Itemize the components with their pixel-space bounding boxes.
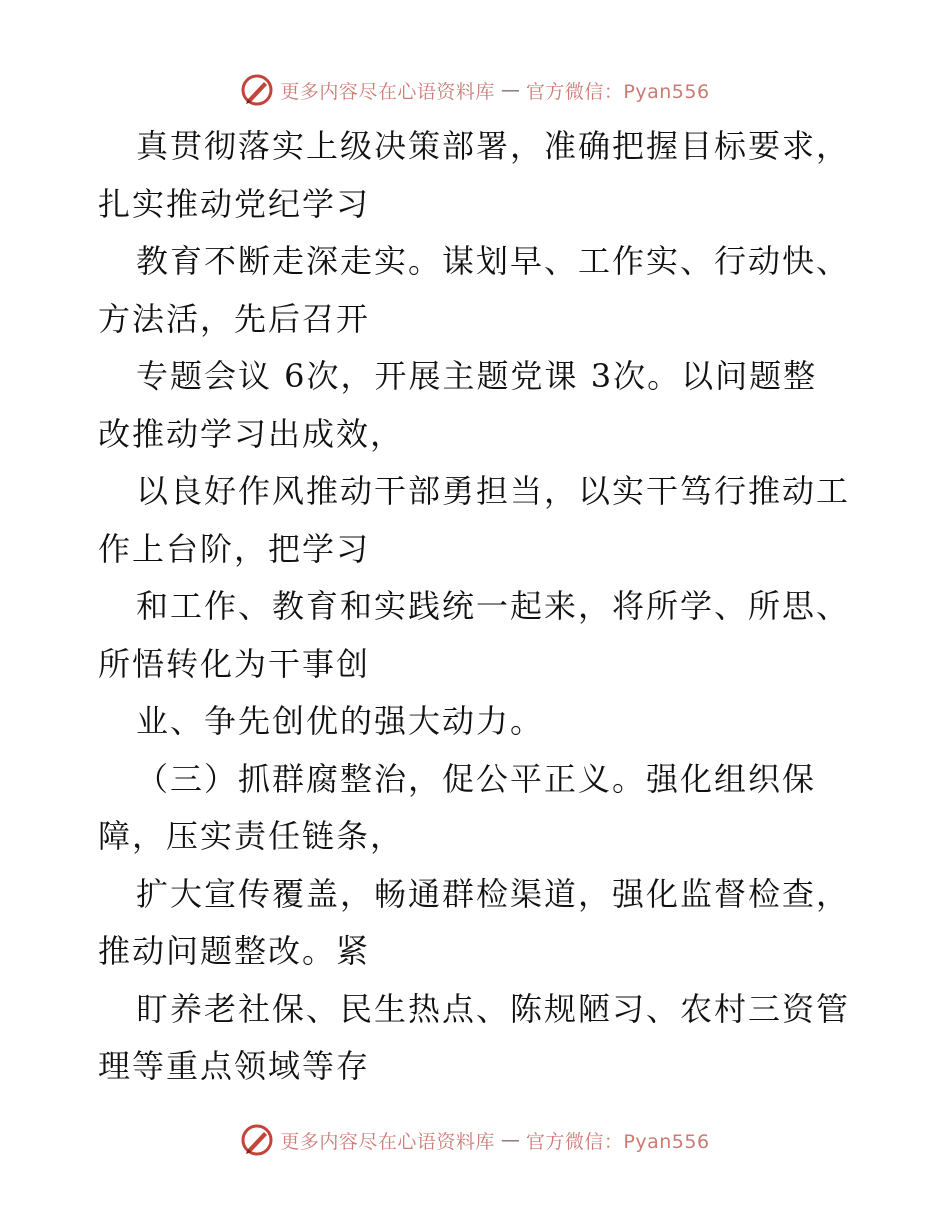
- text-line: 和工作、教育和实践统一起来，将所学、所思、: [136, 587, 851, 625]
- watermark-separator: —: [500, 79, 520, 101]
- pen-logo-icon: [240, 1123, 274, 1157]
- text-line: 所悟转化为干事创: [98, 644, 371, 683]
- text-line: 以良好作风推动干部勇担当，以实干笃行推动工: [136, 472, 851, 510]
- text-line: （三）抓群腐整治，促公平正义。强化组织保: [136, 759, 817, 798]
- watermark-wechat-text: 官方微信：Pyan556: [525, 1130, 710, 1153]
- header-watermark: [0, 70, 950, 110]
- text-line: 扎实推动党纪学习: [98, 184, 371, 223]
- text-line: 推动问题整改。紧: [98, 932, 371, 970]
- text-line: 作上台阶，把学习: [98, 529, 371, 568]
- text-line: 理等重点领域等存: [98, 1047, 371, 1085]
- text-line: 专题会议 6次，开展主题党课 3次。以问题整: [136, 357, 818, 395]
- text-line: 业、争先创优的强大动力。: [136, 702, 545, 740]
- watermark-main-text: 更多内容尽在心语资料库: [280, 80, 495, 103]
- text-line: 教育不断走深走实。谋划早、工作实、行动快、: [136, 242, 851, 280]
- pen-logo-icon: [240, 73, 274, 107]
- text-line: 改推动学习出成效，: [98, 414, 405, 453]
- text-line: 盯养老社保、民生热点、陈规陋习、农村三资管: [136, 989, 851, 1028]
- watermark-main-text: 更多内容尽在心语资料库: [280, 1130, 495, 1153]
- text-line: 障，压实责任链条，: [98, 817, 405, 855]
- text-line: 扩大宣传覆盖，畅通群检渠道，强化监督检查，: [136, 874, 851, 913]
- document-body: [98, 118, 858, 1096]
- text-line: 真贯彻落实上级决策部署，准确把握目标要求，: [136, 127, 851, 165]
- watermark-wechat-text: 官方微信：Pyan556: [525, 80, 710, 103]
- text-line: 方法活，先后召开: [98, 299, 371, 338]
- watermark-separator: —: [500, 1129, 520, 1151]
- footer-watermark: [0, 1120, 950, 1160]
